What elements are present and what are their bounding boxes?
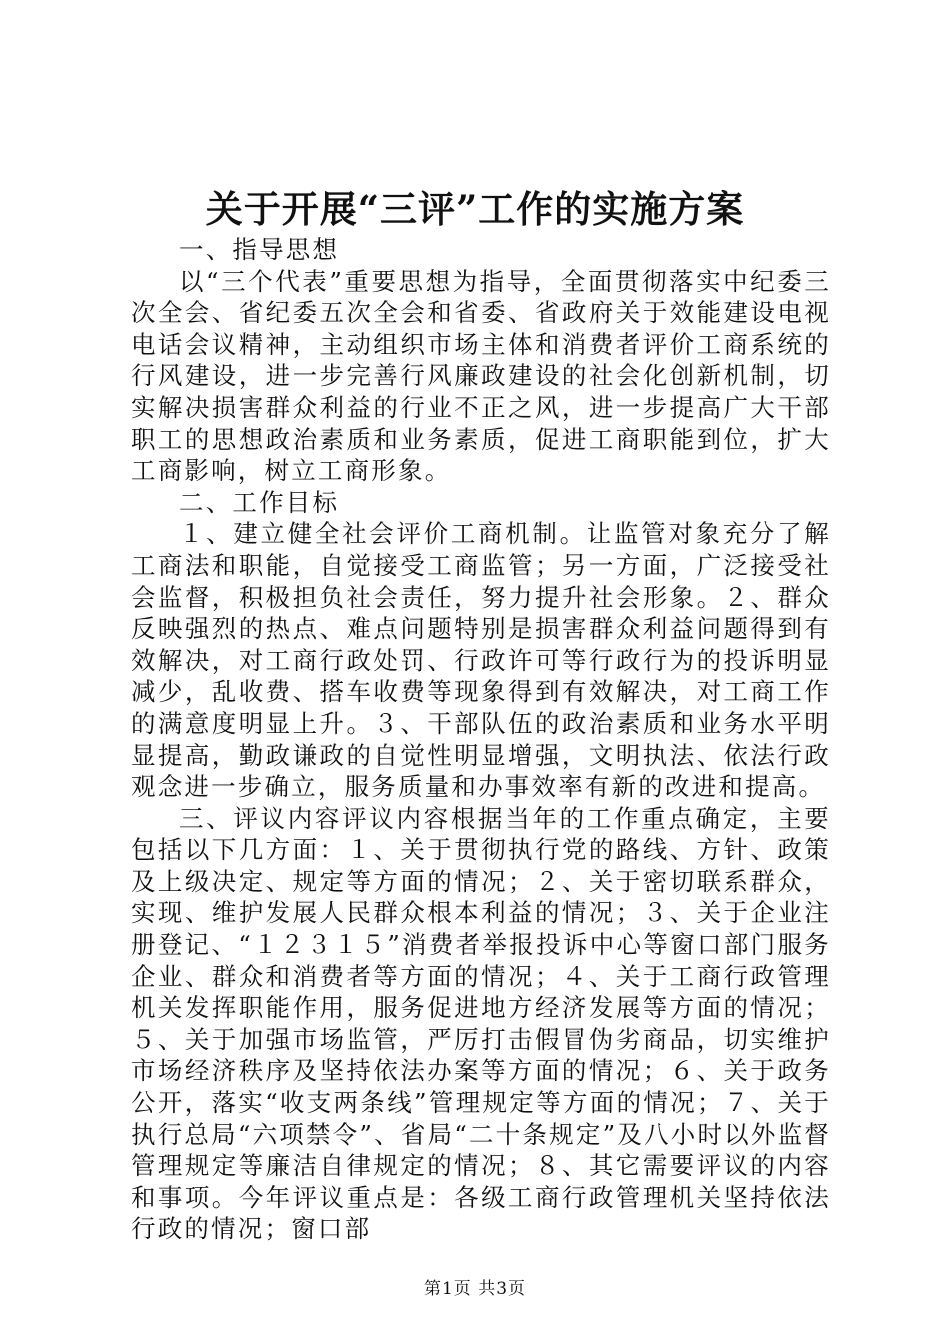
document-body	[131, 234, 831, 1245]
section-3-paragraph: 三、评议内容评议内容根据当年的工作重点确定，主要包括以下几方面：１、关于贯彻执行党的路线、方针、政策及上级决定、规定等方面的情况；２、关于密切联系群众，实现、维护发展人民群众根本利益的情况；３、关于企业注册登记、“１２３１５”消费者举报投诉中心等窗口部门服务企业、群众和消费者等方面的情况；４、关于工商行政管理机关发挥职能作用，服务促进地方经济发展等方面的情况；５、关于加强市场监管，严厉打击假冒伪劣商品，切实维护市场经济秩序及坚持依法办案等方面的情况；６、关于政务公开，落实“收支两条线”管理规定等方面的情况；７、关于执行总局“六项禁令”、省局“二十条规定”及八小时以外监督管理规定等廉洁自律规定的情况；８、其它需要评议的内容和事项。今年评议重点是：各级工商行政管理机关坚持依法行政的情况；窗口部	[131, 803, 831, 1244]
section-1-paragraph: 以“三个代表”重要思想为指导，全面贯彻落实中纪委三次全会、省纪委五次全会和省委、省政府关于效能建设电视电话会议精神，主动组织市场主体和消费者评价工商系统的行风建设，进一步完善行风廉政建设的社会化创新机制，切实解决损害群众利益的行业不正之风，进一步提高广大干部职工的思想政治素质和业务素质，促进工商职能到位，扩大工商影响，树立工商形象。	[131, 266, 831, 486]
page-footer: 第1页 共3页	[423, 1279, 527, 1299]
section-1-heading: 一、指导思想	[179, 235, 340, 264]
section-2-heading: 二、工作目标	[179, 487, 340, 517]
section-2-paragraph: １、建立健全社会评价工商机制。让监管对象充分了解工商法和职能，自觉接受工商监管；另一方面，广泛接受社会监督，积极担负社会责任，努力提升社会形象。２、群众反映强烈的热点、难点问题特别是损害群众利益问题得到有效解决，对工商行政处罚、行政许可等行政行为的投诉明显减少，乱收费、搭车收费等现象得到有效解决，对工商工作的满意度明显上升。３、干部队伍的政治素质和业务水平明显提高，勤政谦政的自觉性明显增强，文明执法、依法行政观念进一步确立，服务质量和办事效率有新的改进和提高。	[131, 519, 831, 802]
document-title: 关于开展“三评”工作的实施方案	[205, 187, 745, 231]
